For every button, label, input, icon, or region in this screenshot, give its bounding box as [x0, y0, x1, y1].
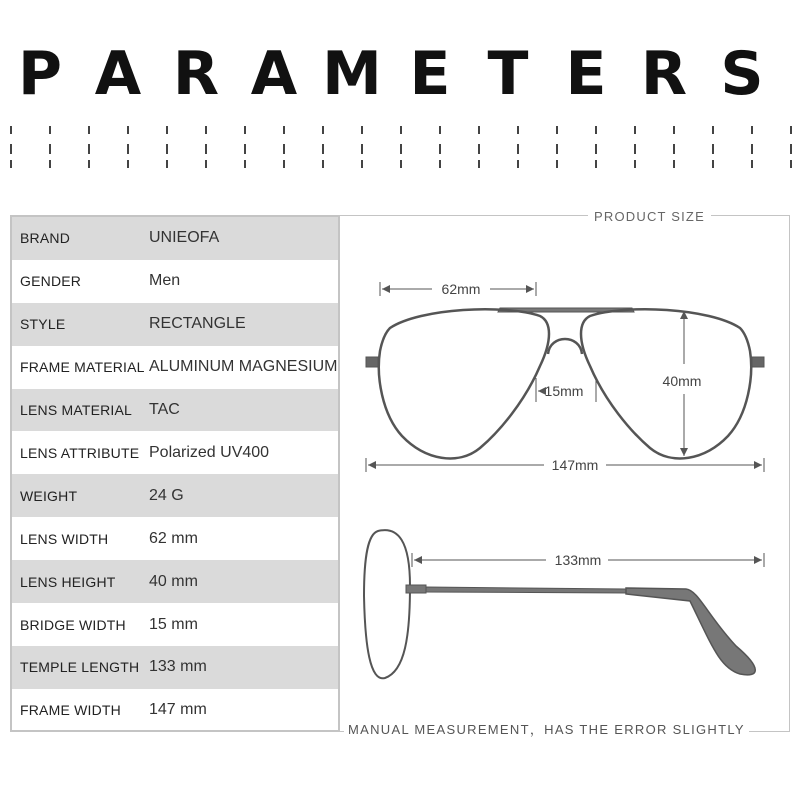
- lens-width-label: 62mm: [441, 281, 481, 297]
- tick-mark: [205, 126, 207, 134]
- tick-mark: [166, 126, 168, 134]
- spec-label: TEMPLE LENGTH: [20, 659, 140, 676]
- temple-tip: [626, 588, 755, 675]
- tick-mark: [790, 144, 792, 154]
- tick-mark: [10, 126, 12, 134]
- page-title: [0, 39, 800, 109]
- tick-mark: [712, 160, 714, 168]
- title-letter: M: [322, 39, 382, 109]
- tick-mark: [595, 126, 597, 134]
- tick-mark: [673, 144, 675, 154]
- spec-value: UNIEOFA: [149, 229, 220, 247]
- spec-label: LENS MATERIAL: [20, 402, 133, 419]
- tick-mark: [400, 126, 402, 134]
- tick-mark: [556, 160, 558, 168]
- spec-value: 147 mm: [149, 701, 207, 719]
- left-hinge: [366, 357, 378, 367]
- tick-mark: [673, 126, 675, 134]
- title-letter: T: [487, 39, 529, 109]
- title-letter: E: [565, 39, 607, 109]
- side-lens: [364, 530, 410, 678]
- temple-arm: [426, 587, 626, 593]
- tick-mark: [751, 144, 753, 154]
- tick-mark: [595, 160, 597, 168]
- spec-label: LENS HEIGHT: [20, 573, 116, 590]
- tick-mark: [517, 160, 519, 168]
- side-hinge: [406, 585, 426, 593]
- tick-mark: [478, 160, 480, 168]
- spec-row: [12, 303, 338, 346]
- tick-mark: [439, 126, 441, 134]
- tick-mark: [283, 144, 285, 154]
- frame-width-label: 147mm: [551, 457, 599, 473]
- spec-value: 15 mm: [149, 615, 198, 633]
- tick-mark: [127, 144, 129, 154]
- spec-value: 24 G: [149, 486, 184, 504]
- decorative-tick-divider: [0, 126, 800, 174]
- tick-mark: [478, 126, 480, 134]
- spec-row: [12, 432, 338, 475]
- spec-row: [12, 217, 338, 260]
- spec-label: BRIDGE WIDTH: [20, 616, 126, 633]
- spec-value: RECTANGLE: [149, 315, 246, 333]
- tick-mark: [751, 160, 753, 168]
- spec-row: [12, 389, 338, 432]
- tick-mark: [205, 160, 207, 168]
- spec-row: [12, 474, 338, 517]
- tick-mark: [244, 144, 246, 154]
- tick-mark: [88, 160, 90, 168]
- tick-mark: [556, 126, 558, 134]
- tick-mark: [166, 160, 168, 168]
- title-letter: E: [409, 39, 451, 109]
- tick-mark: [751, 126, 753, 134]
- temple-length-label: 133mm: [554, 552, 602, 568]
- tick-mark: [283, 160, 285, 168]
- tick-mark: [244, 160, 246, 168]
- spec-row: [12, 560, 338, 603]
- tick-mark: [283, 126, 285, 134]
- tick-mark: [790, 126, 792, 134]
- tick-mark: [712, 126, 714, 134]
- right-hinge: [752, 357, 764, 367]
- spec-row: [12, 346, 338, 389]
- tick-mark: [634, 126, 636, 134]
- spec-value: ALUMINUM MAGNESIUM: [149, 358, 338, 376]
- title-letter: S: [720, 39, 764, 109]
- lens-height-label: 40mm: [662, 373, 702, 389]
- title-letter: R: [640, 39, 688, 109]
- spec-row: [12, 517, 338, 560]
- title-letter: A: [250, 39, 298, 109]
- spec-label: WEIGHT: [20, 487, 78, 504]
- tick-mark: [400, 160, 402, 168]
- spec-label: FRAME WIDTH: [20, 702, 121, 719]
- tick-mark: [127, 126, 129, 134]
- tick-mark: [322, 144, 324, 154]
- tick-mark: [10, 160, 12, 168]
- spec-table: [10, 215, 340, 732]
- title-letter: P: [18, 39, 62, 109]
- bridge-width-label: 15mm: [544, 383, 584, 399]
- tick-mark: [400, 144, 402, 154]
- spec-label: LENS ATTRIBUTE: [20, 444, 140, 461]
- tick-mark: [634, 160, 636, 168]
- spec-value: Polarized UV400: [149, 443, 270, 461]
- tick-mark: [88, 126, 90, 134]
- tick-mark: [595, 144, 597, 154]
- spec-row: [12, 689, 338, 732]
- spec-value: 62 mm: [149, 529, 198, 547]
- glasses-diagram: [340, 216, 790, 733]
- tick-mark: [127, 160, 129, 168]
- spec-row: [12, 646, 338, 689]
- tick-mark: [166, 144, 168, 154]
- tick-mark: [517, 126, 519, 134]
- spec-label: FRAME MATERIAL: [20, 359, 145, 376]
- tick-mark: [49, 160, 51, 168]
- tick-mark: [439, 144, 441, 154]
- tick-mark: [322, 160, 324, 168]
- tick-mark: [361, 144, 363, 154]
- spec-value: TAC: [149, 401, 180, 419]
- tick-mark: [634, 144, 636, 154]
- tick-mark: [673, 160, 675, 168]
- tick-mark: [790, 160, 792, 168]
- tick-mark: [322, 126, 324, 134]
- spec-label: BRAND: [20, 230, 71, 247]
- measurement-note: MANUAL MEASUREMENT，HAS THE ERROR SLIGHTLY: [344, 719, 749, 738]
- spec-row: [12, 260, 338, 303]
- spec-value: 133 mm: [149, 658, 207, 676]
- title-letter: R: [172, 39, 220, 109]
- tick-mark: [712, 144, 714, 154]
- spec-value: 40 mm: [149, 572, 198, 590]
- tick-mark: [556, 144, 558, 154]
- tick-mark: [517, 144, 519, 154]
- tick-mark: [205, 144, 207, 154]
- product-size-heading: PRODUCT SIZE: [588, 209, 711, 224]
- spec-row: [12, 603, 338, 646]
- tick-mark: [88, 144, 90, 154]
- left-lens: [379, 309, 549, 458]
- tick-mark: [478, 144, 480, 154]
- spec-value: Men: [149, 272, 181, 290]
- tick-mark: [244, 126, 246, 134]
- title-letter: A: [94, 39, 142, 109]
- tick-mark: [49, 144, 51, 154]
- tick-mark: [49, 126, 51, 134]
- spec-label: GENDER: [20, 273, 82, 290]
- tick-mark: [361, 126, 363, 134]
- tick-mark: [439, 160, 441, 168]
- spec-label: STYLE: [20, 316, 66, 333]
- tick-mark: [10, 144, 12, 154]
- spec-label: LENS WIDTH: [20, 530, 109, 547]
- product-size-panel: [340, 215, 790, 732]
- bridge: [548, 339, 582, 354]
- tick-mark: [361, 160, 363, 168]
